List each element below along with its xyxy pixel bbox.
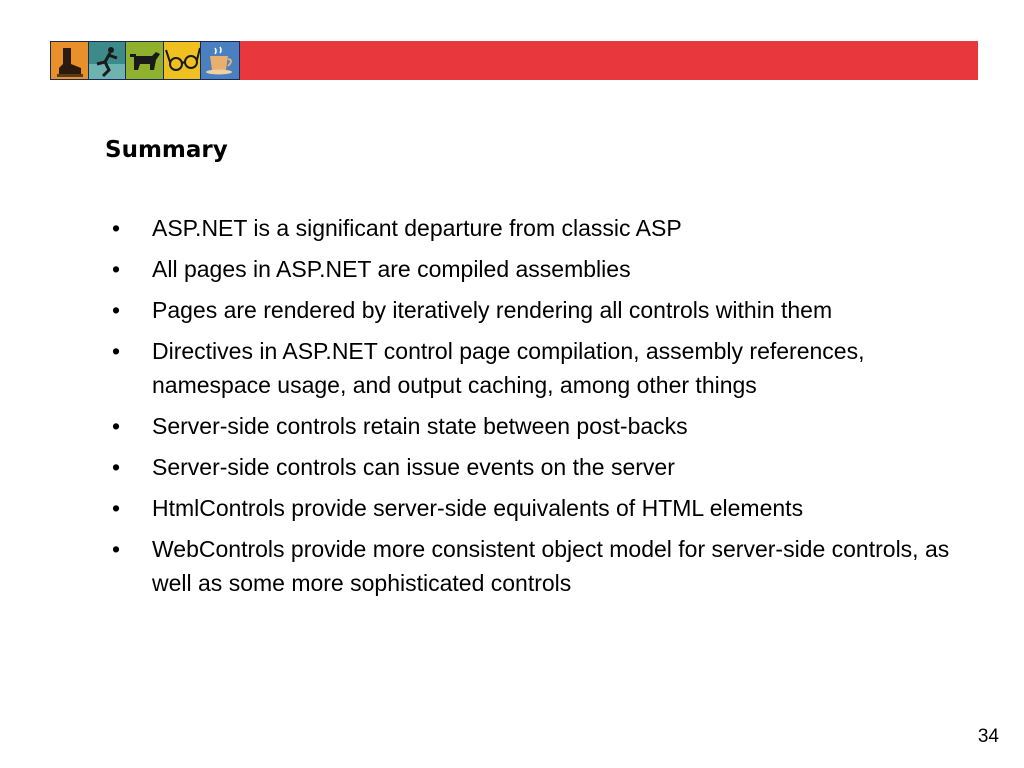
runner-icon <box>89 42 127 79</box>
bullet-marker: • <box>112 256 121 282</box>
bullet-text: WebControls provide more consistent object model for server-side controls, as well as some more sophisticated controls <box>152 536 950 596</box>
bullet-text: Server-side controls retain state between post-backs <box>152 413 688 439</box>
dog-icon <box>126 42 164 79</box>
slide-title: Summary <box>105 137 228 163</box>
bullet-marker: • <box>112 215 121 241</box>
coffee-cup-icon <box>201 42 239 79</box>
bullet-item <box>112 293 972 327</box>
boot-icon <box>51 42 89 79</box>
bullet-text: Server-side controls can issue events on the server <box>152 454 675 480</box>
bullet-item <box>112 491 972 525</box>
bullet-marker: • <box>112 495 121 521</box>
bullet-text: HtmlControls provide server-side equivalents of HTML elements <box>152 495 804 521</box>
glasses-icon <box>164 42 202 79</box>
bullet-marker: • <box>112 297 121 323</box>
bullet-item <box>112 211 972 245</box>
bullet-item <box>112 409 972 443</box>
bullet-text: All pages in ASP.NET are compiled assemblies <box>152 256 631 282</box>
page-number: 34 <box>977 726 999 747</box>
bullet-list <box>112 211 972 607</box>
bullet-text: Pages are rendered by iteratively rendering all controls within them <box>152 297 833 323</box>
bullet-item <box>112 532 972 600</box>
bullet-marker: • <box>112 454 121 480</box>
bullet-text: ASP.NET is a significant departure from classic ASP <box>152 215 682 241</box>
bullet-item <box>112 252 972 286</box>
bullet-marker: • <box>112 536 121 562</box>
bullet-item <box>112 450 972 484</box>
bullet-marker: • <box>112 338 121 364</box>
logo-strip <box>50 41 240 80</box>
bullet-marker: • <box>112 413 121 439</box>
bullet-text: Directives in ASP.NET control page compilation, assembly references, namespace usage, and output caching, among other things <box>152 338 865 398</box>
bullet-item <box>112 334 972 402</box>
